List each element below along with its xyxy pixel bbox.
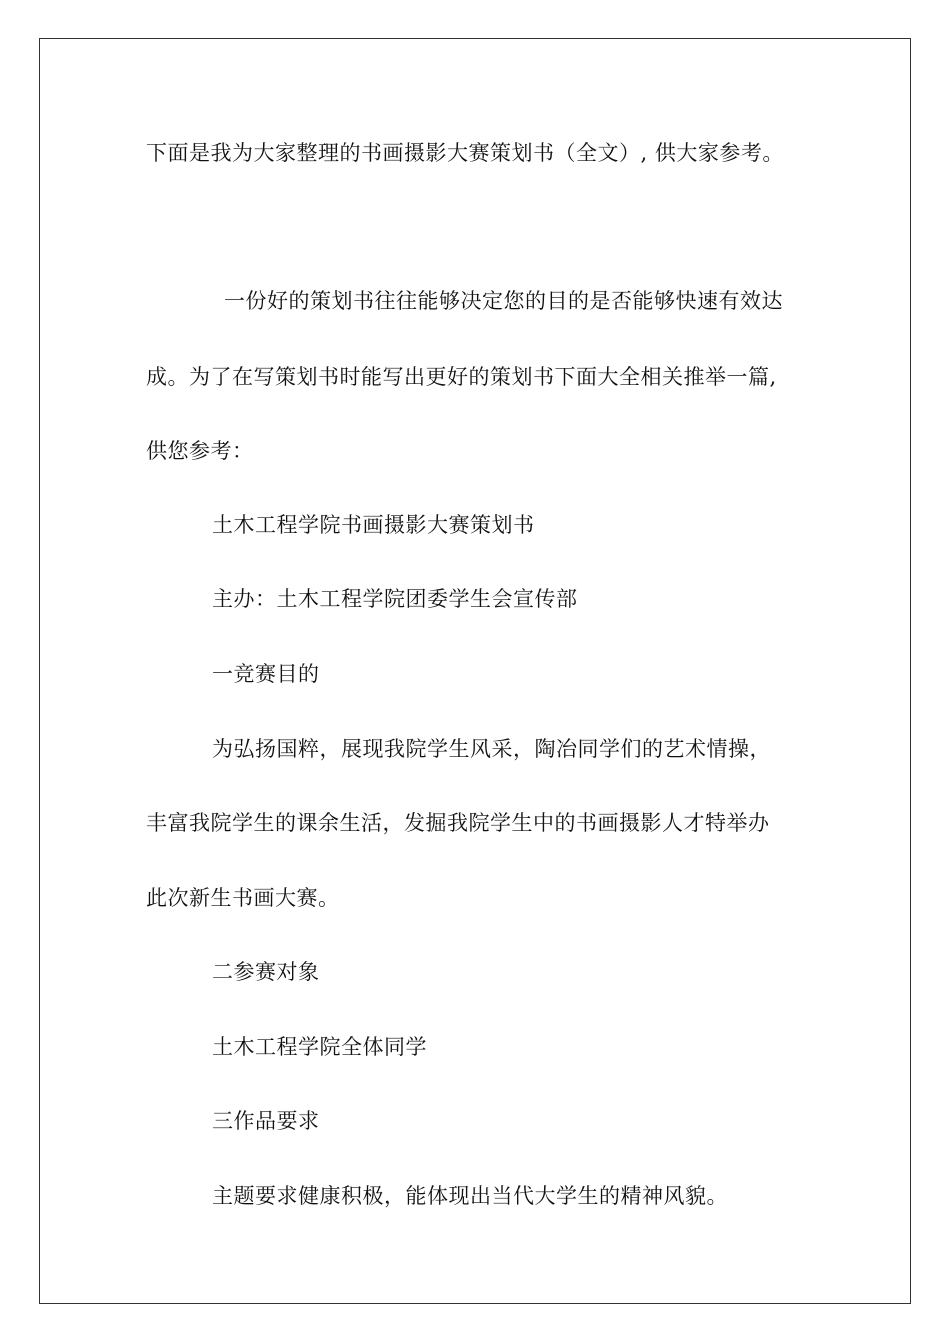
participants-line: 土木工程学院全体同学 xyxy=(212,1035,427,1059)
paragraph-line-3: 供您参考： xyxy=(146,439,254,463)
organizer-line: 主办：土木工程学院团委学生会宣传部 xyxy=(212,587,578,611)
document-title: 土木工程学院书画摄影大赛策划书 xyxy=(212,513,535,537)
paragraph-line-2: 成。为了在写策划书时能写出更好的策划书下面大全相关推举一篇, xyxy=(146,365,777,389)
section-heading-participants: 二参赛对象 xyxy=(212,960,320,984)
section-heading-requirements: 三作品要求 xyxy=(212,1109,320,1133)
purpose-line-3: 此次新生书画大赛。 xyxy=(146,886,340,910)
intro-line: 下面是我为大家整理的书画摄影大赛策划书（全文）, 供大家参考。 xyxy=(146,141,784,165)
page-frame xyxy=(39,38,911,1304)
paragraph-line-1: 一份好的策划书往往能够决定您的目的是否能够快速有效达 xyxy=(224,289,783,313)
section-heading-purpose: 一竞赛目的 xyxy=(212,662,320,686)
purpose-line-2: 丰富我院学生的课余生活，发掘我院学生中的书画摄影人才特举办 xyxy=(146,811,770,835)
requirements-line: 主题要求健康积极，能体现出当代大学生的精神风貌。 xyxy=(212,1184,728,1208)
purpose-line-1: 为弘扬国粹，展现我院学生风采，陶冶同学们的艺术情操， xyxy=(212,737,771,761)
